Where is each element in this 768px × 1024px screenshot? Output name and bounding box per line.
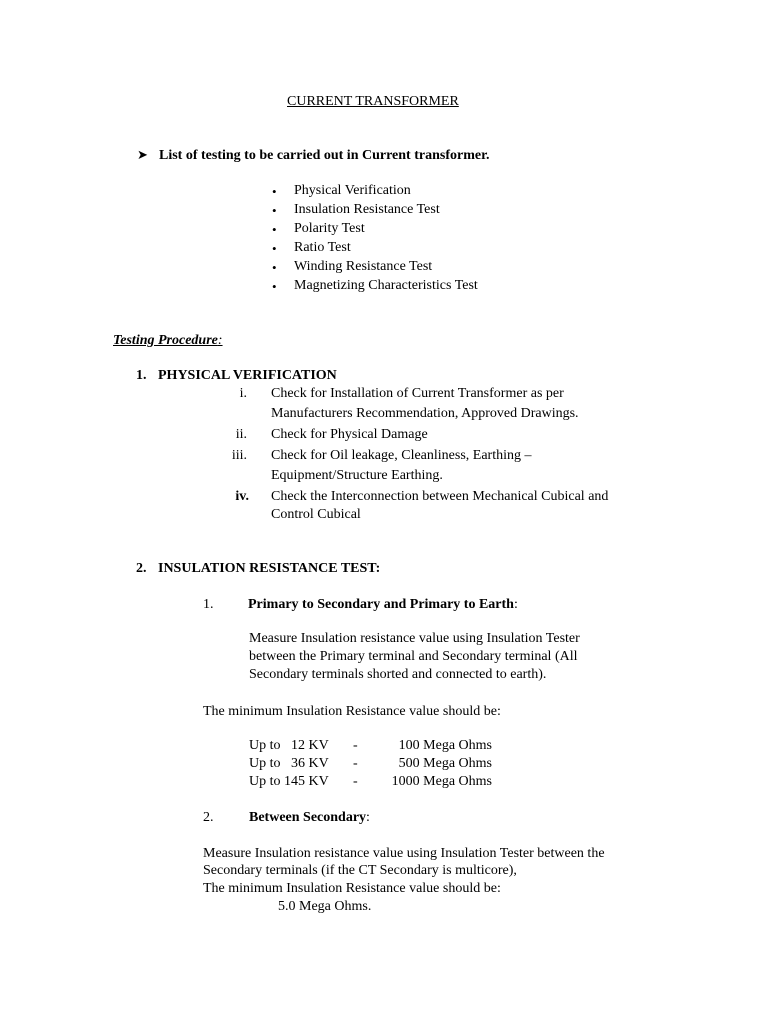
roman-numeral: iii. [231,448,247,463]
roman-numeral: ii. [235,427,247,442]
list-item: Polarity Test [294,221,365,236]
section1-item-line: Check for Oil leakage, Cleanliness, Earthing – [271,448,532,463]
list-item: Ratio Test [294,240,351,255]
sub1-title-suffix: : [513,597,518,612]
table-value: 500 Mega Ohms [398,756,492,771]
procedure-heading-text: Testing Procedure [113,333,218,348]
list-item: Winding Resistance Test [294,259,433,274]
sub2-value: 5.0 Mega Ohms. [278,899,372,914]
section2-title: INSULATION RESISTANCE TEST: [158,561,381,576]
bullet-icon: • [272,279,277,294]
table-value: 100 Mega Ohms [398,738,492,753]
sub2-paragraph-line: Measure Insulation resistance value using Insulation Tester between the [203,846,605,861]
sub1-number: 1. [203,597,214,612]
bullet-icon: • [272,184,277,199]
sub2-title-suffix: : [366,810,370,825]
sub2-number: 2. [203,810,214,825]
table-voltage: Up to 36 KV [249,756,329,771]
section1-item-line: Check the Interconnection between Mechanical Cubical and [271,489,609,504]
list-item: Magnetizing Characteristics Test [294,278,478,293]
sub2-title [249,809,370,827]
bullet-icon: • [272,241,277,256]
section2-number: 2. [136,561,147,576]
section1-item-line: Check for Physical Damage [271,427,428,442]
section1-number: 1. [136,368,147,383]
procedure-heading-suffix: : [217,333,223,348]
list-item: Insulation Resistance Test [294,202,440,217]
sub1-title [248,596,518,614]
intro-text: List of testing to be carried out in Current transformer. [159,148,490,163]
roman-numeral: i. [239,386,247,401]
arrow-bullet-icon: ➤ [137,147,148,162]
roman-numeral: iv. [235,489,249,504]
sub1-paragraph-line: between the Primary terminal and Secondary terminal (All [249,649,578,664]
sub1-title-text: Primary to Secondary and Primary to Earth [248,597,514,612]
list-item: Physical Verification [294,183,411,198]
bullet-icon: • [272,203,277,218]
section1-title: PHYSICAL VERIFICATION [158,368,337,383]
table-dash: - [353,774,358,789]
table-dash: - [353,738,358,753]
bullet-icon: • [272,222,277,237]
sub2-paragraph-line: Secondary terminals (if the CT Secondary is multicore), [203,863,517,878]
table-voltage: Up to 145 KV [249,774,329,789]
sub1-min-label: The minimum Insulation Resistance value should be: [203,704,501,719]
section1-item-line: Equipment/Structure Earthing. [271,468,443,483]
section1-item-line: Check for Installation of Current Transformer as per [271,386,564,401]
sub2-paragraph-line: The minimum Insulation Resistance value should be: [203,881,501,896]
section1-item-line: Control Cubical [271,507,361,522]
table-voltage: Up to 12 KV [249,738,329,753]
table-value: 1000 Mega Ohms [391,774,492,789]
table-dash: - [353,756,358,771]
sub1-paragraph-line: Measure Insulation resistance value using Insulation Tester [249,631,580,646]
page-title: CURRENT TRANSFORMER [287,94,459,109]
bullet-icon: • [272,260,277,275]
procedure-heading [113,332,223,350]
section1-item-line: Manufacturers Recommendation, Approved Drawings. [271,406,579,421]
sub2-title-text: Between Secondary [249,810,367,825]
sub1-paragraph-line: Secondary terminals shorted and connected to earth). [249,667,547,682]
